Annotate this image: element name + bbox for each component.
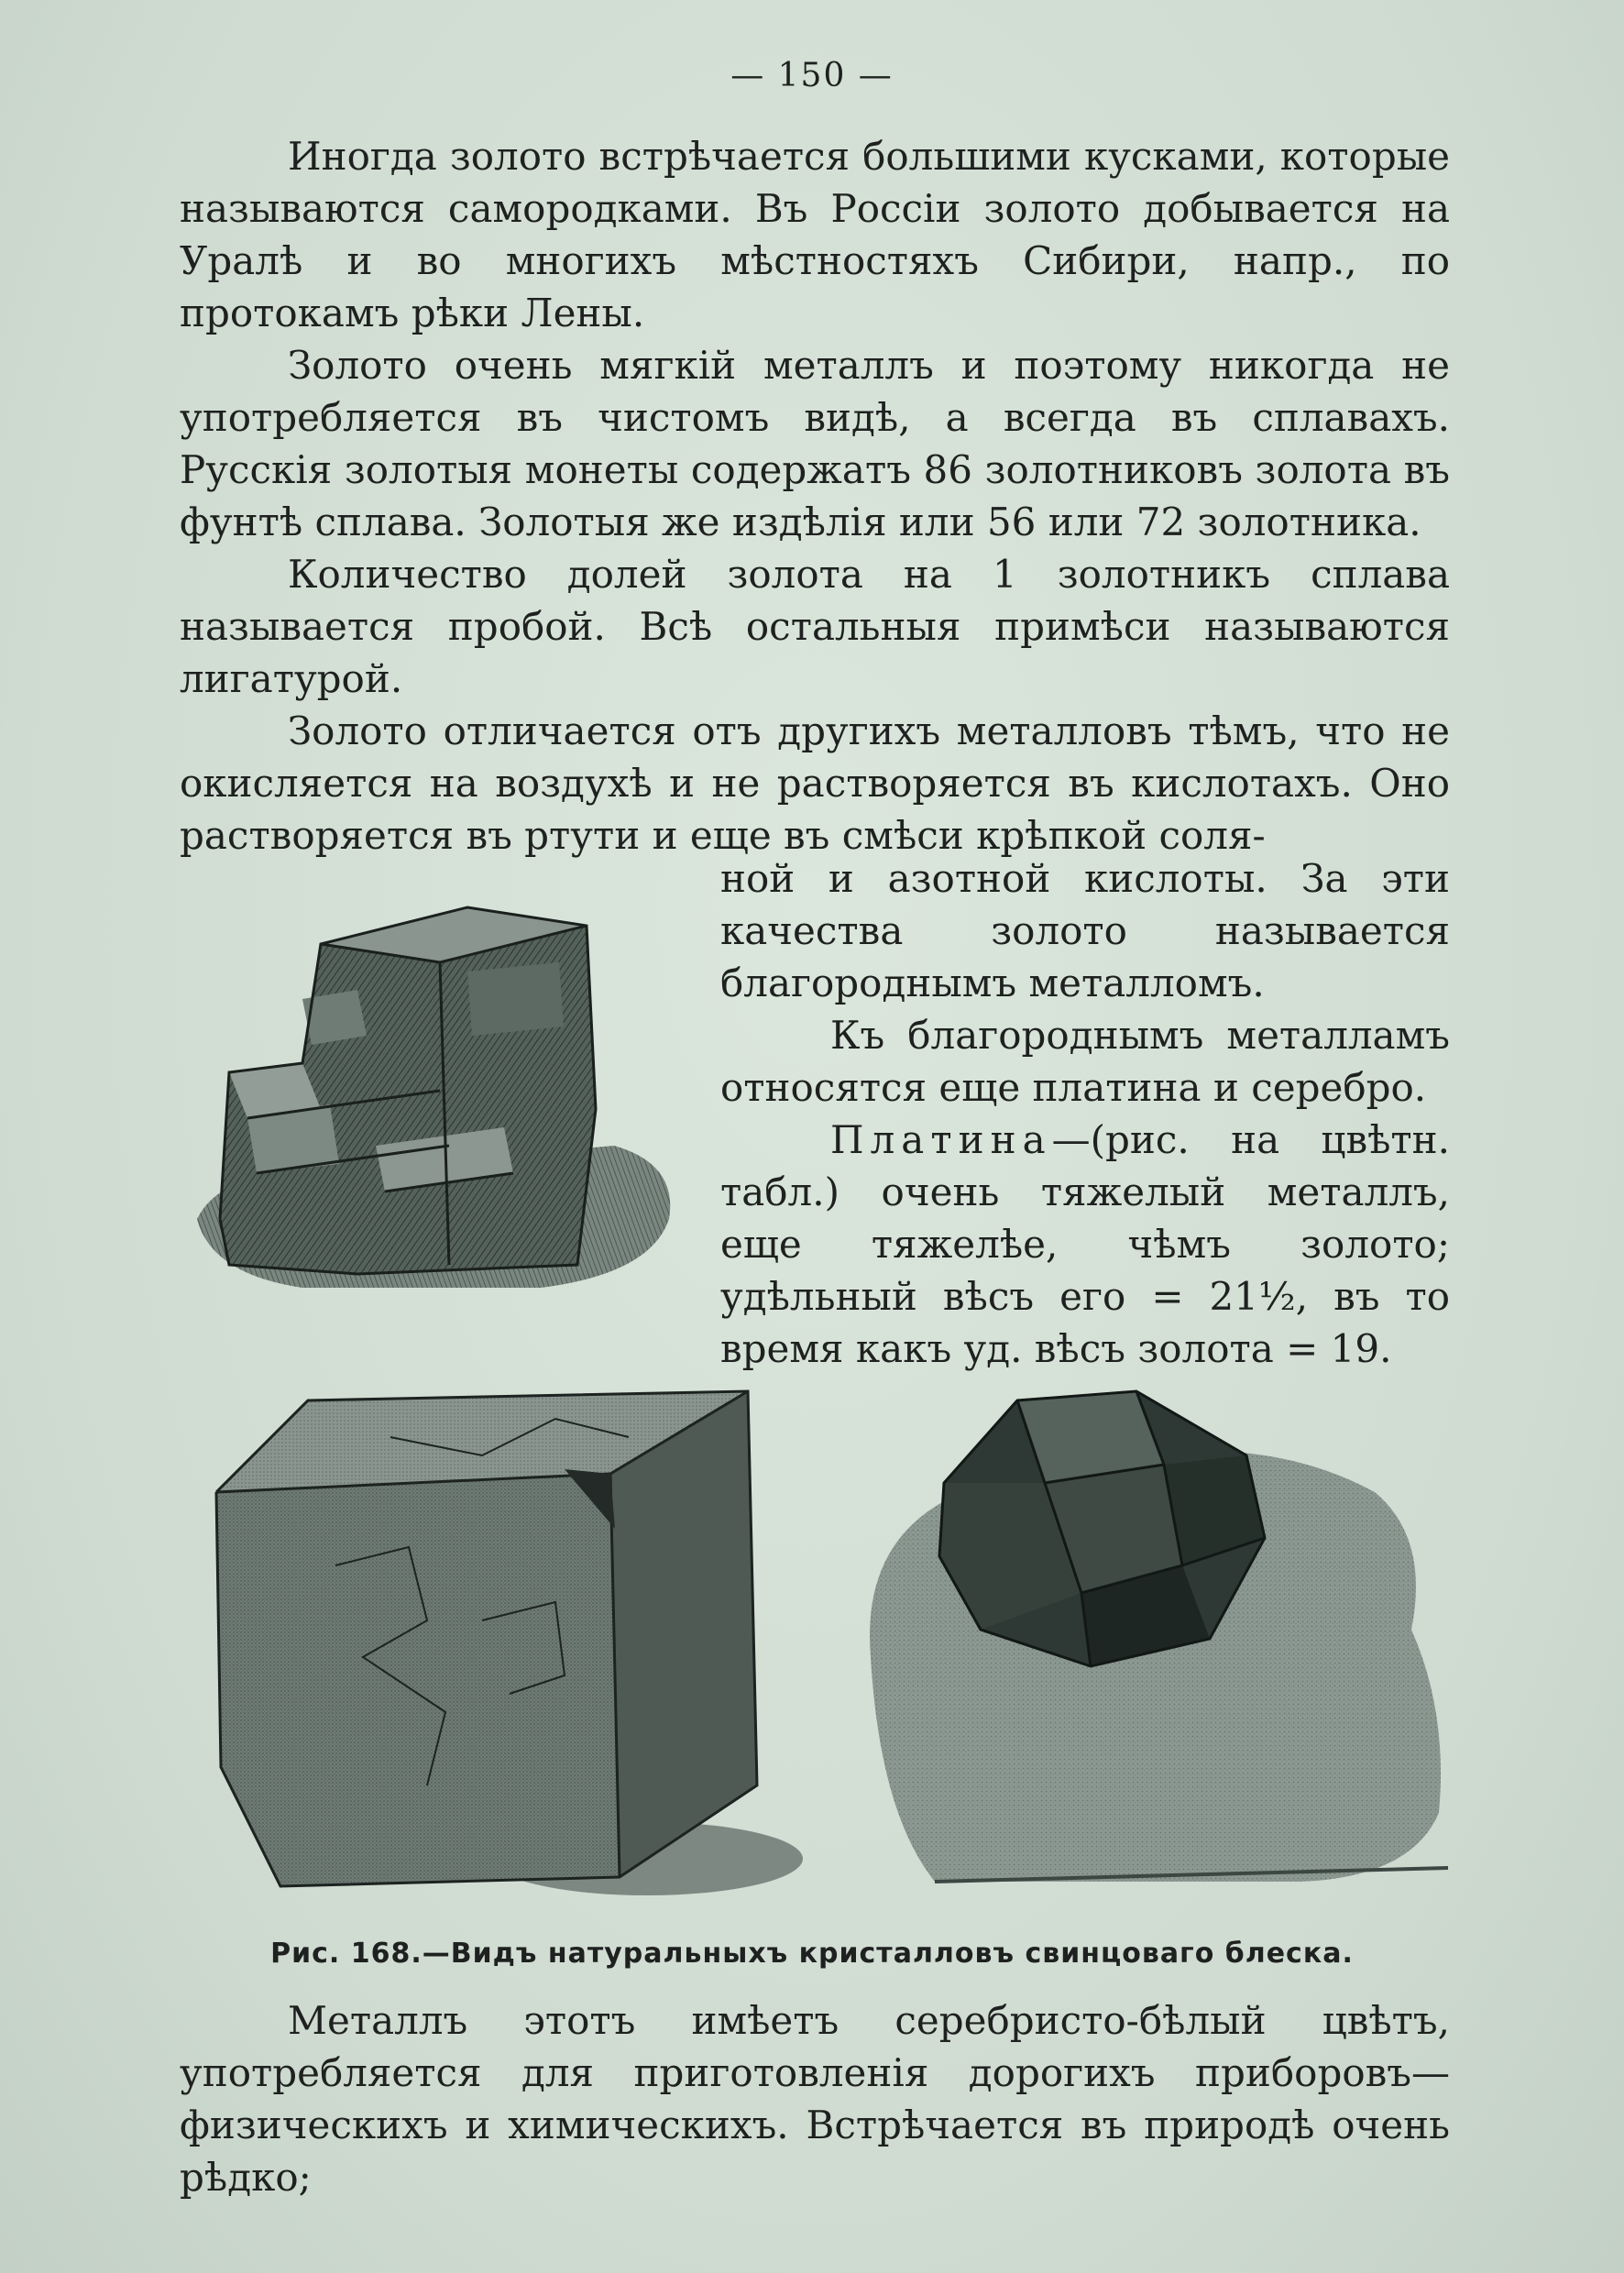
paragraph-noble-continuation: ной и азотной кислоты. За эти качества золото называется благороднымъ металломъ. (720, 856, 1450, 1005)
figure-caption: Рис. 168.—Видъ натуральныхъ кристалловъ свинцоваго блеска. (270, 1938, 1354, 1970)
paragraph-gold-nuggets: Иногда золото встрѣчается большими кусками, которые называются самородками. Въ Россіи золото добывается на Уралѣ и во многихъ мѣстностяхъ Сибири, напр., по протокамъ рѣки Лены. (180, 134, 1450, 335)
page-number: — 150 — (730, 57, 894, 94)
text-block-top (180, 130, 1450, 862)
paragraph-assay: Количество долей золота на 1 золотникъ сплава называется пробой. Всѣ остальныя примѣси называются лигатурой. (180, 552, 1450, 701)
crystal-illustration-octahedron (861, 1382, 1476, 1895)
paragraph-gold-properties: Золото отличается отъ другихъ металловъ тѣмъ, что не окисляется на воздухѣ и не растворяется въ кислотахъ. Оно растворяется въ ртути и еще въ смѣси крѣпкой соля- (180, 708, 1450, 858)
text-block-bottom (180, 1994, 1450, 2203)
paragraph-gold-soft: Золото очень мягкій металлъ и поэтому никогда не употребляется въ чистомъ видѣ, а всегда въ сплавахъ. Русскія золотыя монеты содержатъ 86 золотниковъ золота въ фунтѣ сплава. Золотыя же издѣлія или 56 или 72 золотника. (180, 343, 1450, 544)
crystal-illustration-cube (207, 1382, 803, 1905)
text-block-wrapped (720, 852, 1450, 1375)
platinum-description: —(рис. на цвѣтн. табл.) очень тяжелый металлъ, еще тяжелѣе, чѣмъ золото; удѣльный вѣсъ его = 21½, въ то время какъ уд. вѣсъ золота = 19. (720, 1117, 1450, 1371)
crystal-illustration-stepped (192, 871, 678, 1301)
paragraph-platinum (720, 1114, 1450, 1375)
paragraph-platinum-usage: Металлъ этотъ имѣетъ серебристо-бѣлый цвѣтъ, употребляется для приготовленія дорогихъ приборовъ—физическихъ и химическихъ. Встрѣчается въ природѣ очень рѣдко; (180, 1998, 1450, 2200)
platinum-term: Платина (830, 1117, 1052, 1162)
paragraph-noble-metals: Къ благороднымъ металламъ относятся еще платина и серебро. (720, 1013, 1450, 1110)
